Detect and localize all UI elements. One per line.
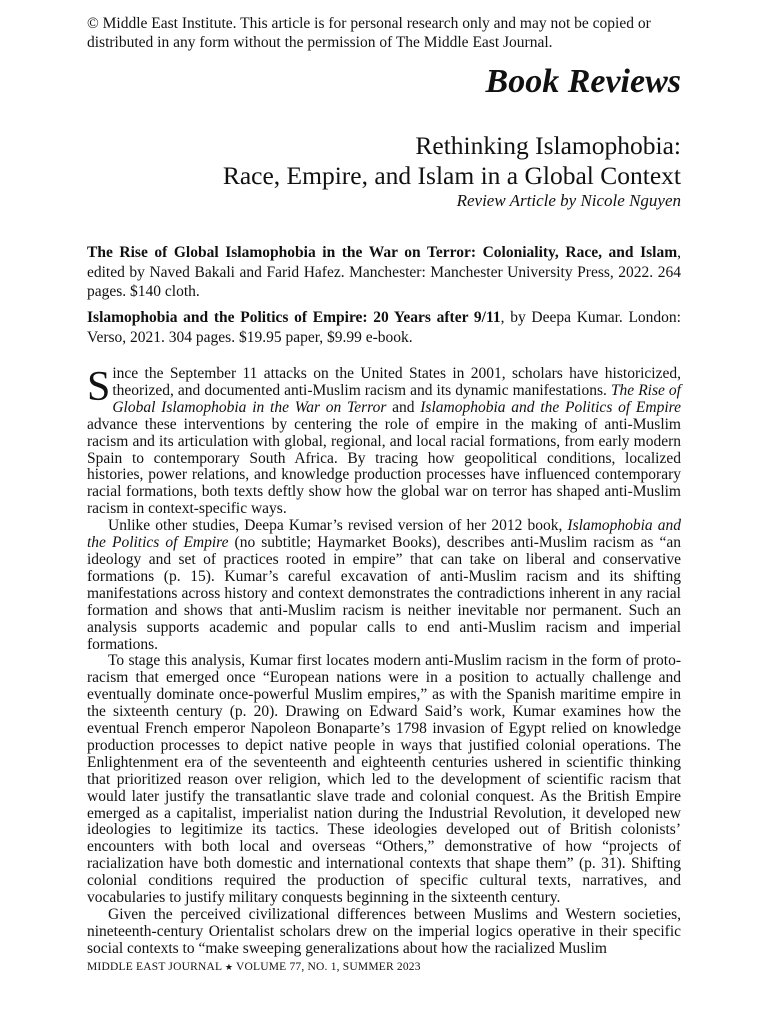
star-separator-icon: ★ [224,962,234,972]
book-title-reference: Islamophobia and the Politics of Empire [87,517,681,552]
book-citation [87,243,681,302]
book-details: , by Deepa Kumar. London: Verso, 2021. 304 pages. $19.95 paper, $9.99 e-book. [87,309,681,346]
review-body [87,366,681,958]
copyright-notice: © Middle East Institute. This article is for personal research only and may not be copied or distributed in any form without the permission of The Middle East Journal. [87,15,651,51]
body-paragraph: To stage this analysis, Kumar first locates modern anti-Muslim racism in the form of proto-racism that emerged once “European nations were in a position to actually challenge and eventually dominate once-powerful Muslim empires,” as with the Spanish maritime empire in the sixteenth century (p. 20). Drawing on Edward Said’s work, Kumar examines how the eventual French emperor Napoleon Bonaparte’s 1798 invasion of Egypt relied on knowledge production processes to depict native people in ways that justified colonial operations. The Enlightenment era of the seventeenth and eighteenth centuries ushered in scientific thinking that prioritized reason over religion, which led to the development of scientific racism that would later justify the transatlantic slave trade and colonial conquest. As the British Empire emerged as a capitalist, imperialist nation during the Industrial Revolution, it developed new ideologies to legitimize its tactics. These ideologies developed out of British colonists’ encounters with both local and overseas “Others,” demonstrative of how “projects of racialization have both domestic and international contexts that shape them” (p. 31). Shifting colonial conditions required the production of specific cultural texts, narratives, and vocabularies to justify military conquests beginning in the sixteenth century. [87,652,681,907]
book-citation [87,308,681,347]
journal-name: MIDDLE EAST JOURNAL [87,961,222,973]
body-paragraph: Since the September 11 attacks on the United States in 2001, scholars have historicized, theorized, and documented anti-Muslim racism and its dynamic manifestations. The Rise of Global Islamophobia in the War on Terror and Islamophobia and the Politics of Empire advance these interventions by centering the role of empire in the making of anti-Muslim racism and its articulation with global, regional, and local racial formations, from early modern Spain to contemporary South Africa. By tracing how geopolitical conditions, localized histories, power relations, and knowledge production processes have influenced contemporary racial formations, both texts deftly show how the global war on terror has shaped anti-Muslim racism in context-specific ways. [87,364,681,518]
drop-cap: S [87,364,111,410]
article-title-line-2: Race, Empire, and Islam in a Global Context [222,161,681,190]
book-title: The Rise of Global Islamophobia in the War on Terror: Coloniality, Race, and Islam [87,244,678,261]
page-footer [87,960,421,974]
book-title-reference: The Rise of Global Islamophobia in the War on Terror [112,381,681,416]
article-title-line-1: Rethinking Islamophobia: [415,131,681,160]
article-byline: Review Article by Nicole Nguyen [456,191,681,210]
body-paragraph: Given the perceived civilizational differences between Muslims and Western societies, nineteenth-century Orientalist scholars drew on the imperial logics operative in their specific social contexts to “make sweeping generalizations about how the racialized Muslim [87,906,681,957]
section-title: Book Reviews [485,63,681,100]
book-title-reference: Islamophobia and the Politics of Empire [420,398,681,416]
book-title: Islamophobia and the Politics of Empire: 20 Years after 9/11 [87,309,501,326]
article-title [87,131,681,191]
body-paragraph: Unlike other studies, Deepa Kumar’s revised version of her 2012 book, Islamophobia and the Politics of Empire (no subtitle; Haymarket Books), describes anti-Muslim racism as “an ideology and set of practices rooted in empire” that can take on liberal and conservative formations (p. 15). Kumar’s careful excavation of anti-Muslim racism and its shifting manifestations across history and context demonstrates the contradictions inherent in any racial formation and shows that anti-Muslim racism is neither inevitable nor permanent. Such an analysis supports academic and popular calls to end anti-Muslim racism and imperial formations. [87,517,681,653]
book-details: , edited by Naved Bakali and Farid Hafez. Manchester: Manchester University Press, 2022. 264 pages. $140 cloth. [87,244,681,300]
issue-info: VOLUME 77, NO. 1, SUMMER 2023 [236,961,421,973]
